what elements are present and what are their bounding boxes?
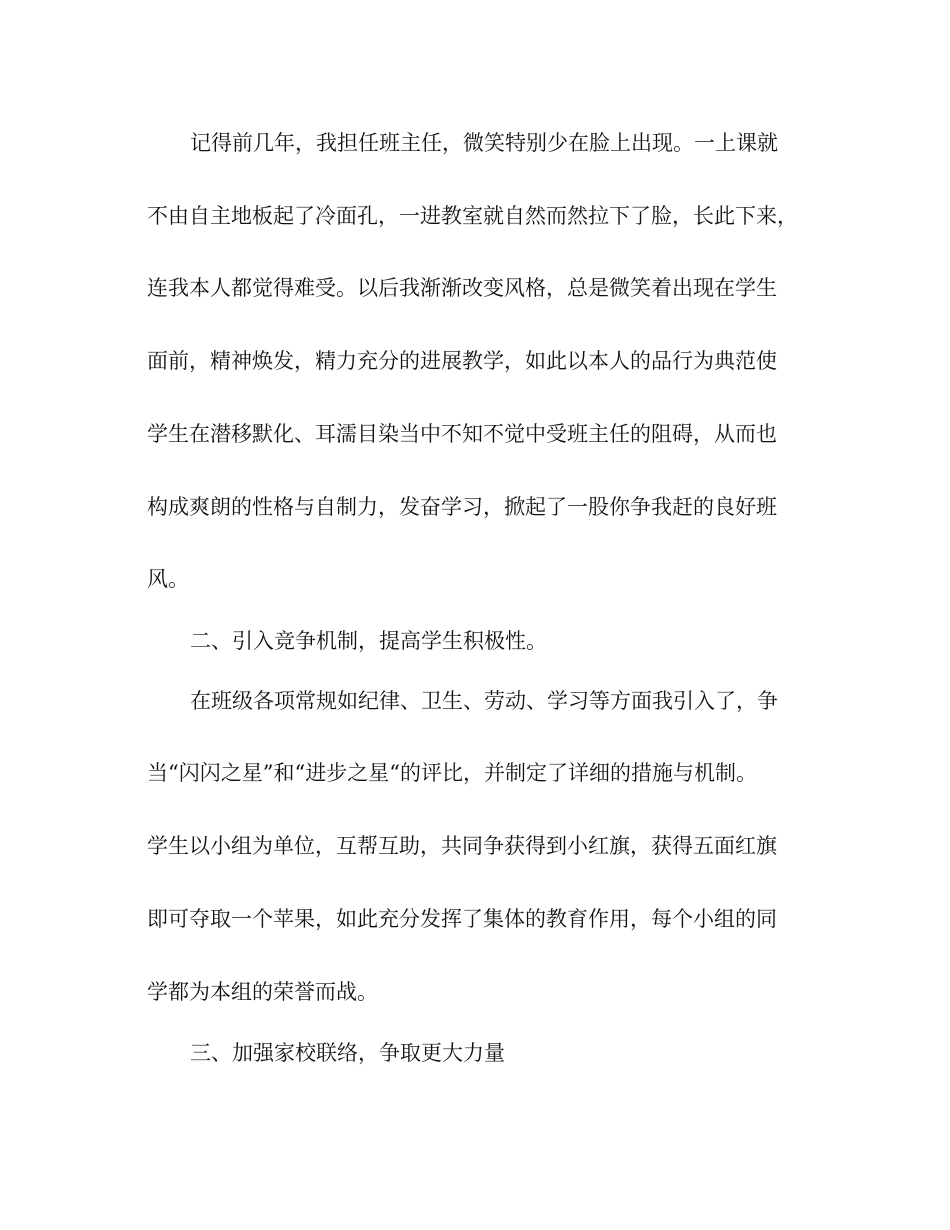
paragraph-1-line-6: 构成爽朗的性格与自制力，发奋学习，掀起了一股你争我赶的良好班 bbox=[147, 495, 777, 519]
paragraph-2-line-4: 即可夺取一个苹果，如此充分发挥了集体的教育作用，每个小组的同 bbox=[147, 907, 777, 931]
paragraph-2-line-5: 学都为本组的荣誉而战。 bbox=[147, 980, 378, 1004]
paragraph-1-line-4: 面前，精神焕发，精力充分的进展教学，如此以本人的品行为典范使 bbox=[147, 349, 777, 373]
paragraph-1-line-1: 记得前几年，我担任班主任，微笑特别少在脸上出现。一上课就 bbox=[190, 131, 778, 155]
section-heading-3: 三、加强家校联络，争取更大力量 bbox=[190, 1041, 505, 1065]
paragraph-2-line-1: 在班级各项常规如纪律、卫生、劳动、学习等方面我引入了，争 bbox=[190, 689, 778, 713]
paragraph-1-line-3: 连我本人都觉得难受。以后我渐渐改变风格，总是微笑着出现在学生 bbox=[147, 276, 777, 300]
paragraph-2-line-3: 学生以小组为单位，互帮互助，共同争获得到小红旗，获得五面红旗 bbox=[147, 834, 777, 858]
paragraph-1-line-7: 风。 bbox=[147, 567, 189, 591]
paragraph-2-line-2: 当“闪闪之星”和“进步之星“的评比，并制定了详细的措施与机制。 bbox=[147, 761, 757, 785]
paragraph-1-line-2: 不由自主地板起了冷面孔，一进教室就自然而然拉下了脸，长此下来， bbox=[147, 204, 798, 228]
paragraph-1-line-5: 学生在潜移默化、耳濡目染当中不知不觉中受班主任的阻碍，从而也 bbox=[147, 422, 777, 446]
section-heading-2: 二、引入竞争机制，提高学生积极性。 bbox=[190, 629, 547, 653]
